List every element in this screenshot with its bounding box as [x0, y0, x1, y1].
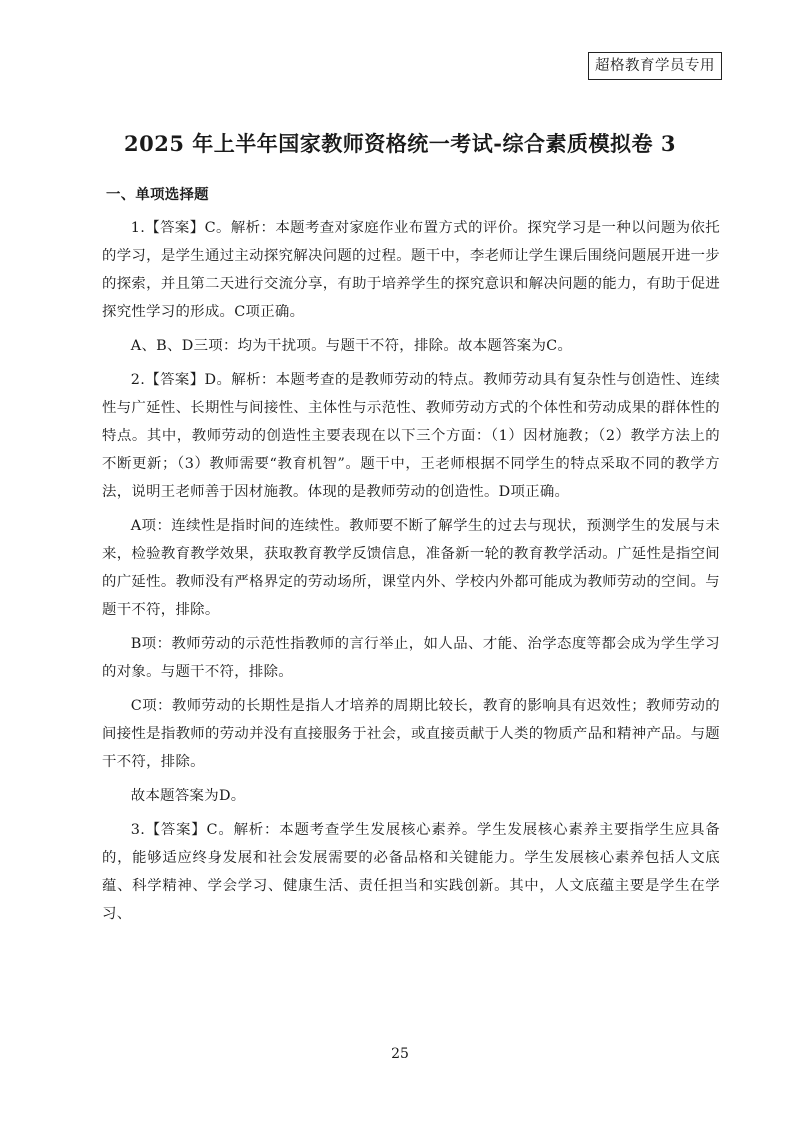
- paragraph-q2-answer: 故本题答案为D。: [130, 788, 246, 804]
- section-heading: 一、单项选择题: [106, 186, 209, 203]
- paragraph-q3: 3.【答案】C。解析：本题考查学生发展核心素养。学生发展核心素养主要指学生应具备的，能够适应终身发展和社会发展需要的必备品格和关键能力。学生发展核心素养包括人文底蕴、科学精神、学会学习、健康生活、责任担当和实践创新。其中，人文底蕴主要是学生在学习、: [102, 822, 720, 922]
- paragraph-q1-distractors: A、B、D三项：均为干扰项。与题干不符，排除。故本题答案为C。: [130, 338, 573, 354]
- paragraph-q2: 2.【答案】D。解析：本题考查的是教师劳动的特点。教师劳动具有复杂性与创造性、连续性与广延性、长期性与间接性、主体性与示范性、教师劳动方式的个体性和劳动成果的群体性的特点。其中，教师劳动的创造性主要表现在以下三个方面：（1）因材施教；（2）教学方法上的不断更新；（3）教师需要“教育机智”。题干中，王老师根据不同学生的特点采取不同的教学方法，说明王老师善于因材施教。体现的是教师劳动的创造性。D项正确。: [102, 372, 720, 500]
- header-label: 超格教育学员专用: [588, 52, 722, 80]
- paragraph-q2-option-b: B项：教师劳动的示范性指教师的言行举止，如人品、才能、治学态度等都会成为学生学习的对象。与题干不符，排除。: [102, 636, 720, 680]
- paragraph-q1: 1.【答案】C。解析：本题考查对家庭作业布置方式的评价。探究学习是一种以问题为依托的学习，是学生通过主动探究解决问题的过程。题干中，李老师让学生课后围绕问题展开进一步的探索，并且第二天进行交流分享，有助于培养学生的探究意识和解决问题的能力，有助于促进探究性学习的形成。C项正确。: [102, 220, 720, 320]
- paragraph-q2-option-a: A项：连续性是指时间的连续性。教师要不断了解学生的过去与现状，预测学生的发展与未来，检验教育教学效果，获取教育教学反馈信息，准备新一轮的教育教学活动。广延性是指空间的广延性。教师没有严格界定的劳动场所，课堂内外、学校内外都可能成为教师劳动的空间。与题干不符，排除。: [102, 518, 720, 618]
- paragraph-q2-option-c: C项：教师劳动的长期性是指人才培养的周期比较长，教育的影响具有迟效性；教师劳动的间接性是指教师的劳动并没有直接服务于社会，或直接贡献于人类的物质产品和精神产品。与题干不符，排除。: [102, 698, 720, 770]
- page-number: 25: [391, 1046, 409, 1062]
- body-content: [102, 182, 720, 934]
- page-title: 2025 年上半年国家教师资格统一考试-综合素质模拟卷 3: [124, 131, 676, 156]
